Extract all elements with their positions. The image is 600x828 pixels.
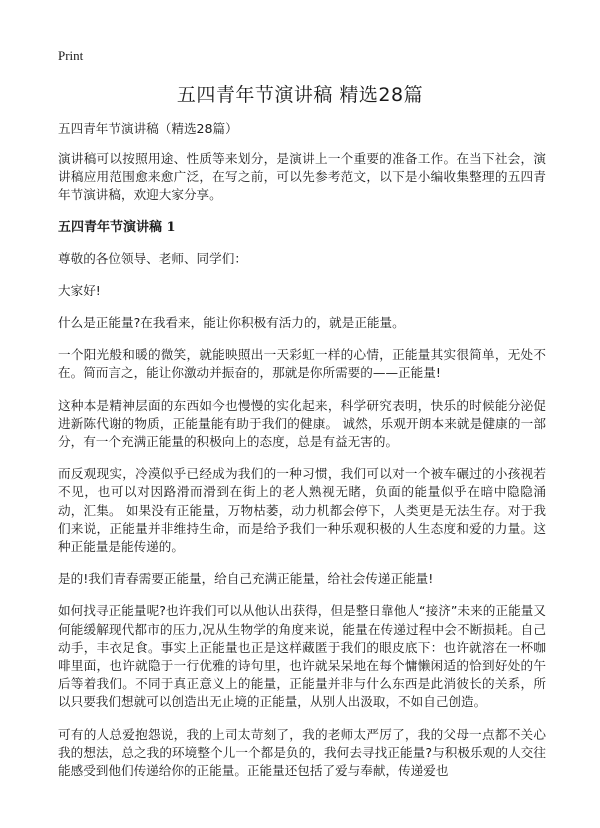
- print-link[interactable]: Print: [58, 48, 84, 63]
- paragraph: 什么是正能量?在我看来，能让你积极有活力的，就是正能量。: [58, 315, 405, 331]
- article-subtitle: 五四青年节演讲稿（精选28篇）: [58, 121, 238, 136]
- paragraph: 一个阳光般和暖的微笑，就能映照出一天彩虹一样的心情，正能量其实很简单，无处不在。简而言之，能让你激动并振奋的，那就是你所需要的——正能量!: [58, 347, 546, 381]
- paragraph: 是的!我们青春需要正能量，给自己充满正能量，给社会传递正能量!: [58, 571, 434, 587]
- paragraph: 如何找寻正能量呢?也许我们可以从他认出获得，但是整日靠他人“接济”未来的正能量又何能缓解现代都市的压力,况从生物学的角度来说，能量在传递过程中会不断损耗。自己动手，丰衣足食。事实上正能量也正是这样藏匿于我们的眼皮底下：也许就溶在一杯咖啡里面，也许就隐于一行优雅的诗句里，也许就呆呆地在每个慵懒闲适的恰到好处的午后等着我们。不同于真正意义上的能量，正能量并非与什么东西是此消彼长的关系，所以只要我们想就可以创造出无止境的正能量，从别人出汲取，不如自己创造。: [58, 603, 546, 710]
- section-heading: 五四青年节演讲稿 1: [58, 219, 176, 235]
- article-body: [58, 120, 546, 794]
- paragraph: 而反观现实，冷漠似乎已经成为我们的一种习惯，我们可以对一个被车碾过的小孩视若不见，也可以对因路滑而滑到在街上的老人熟视无睹，负面的能量似乎在暗中隐隐涌动，汇集。 如果没有正能量，万物枯萎，动力机都会停下，人类更是无法生存。对于我们来说，正能量并非维持生命，而是给予我们一种乐观积极的人生态度和爱的力量。这种正能量是能传递的。: [58, 466, 546, 555]
- paragraph: 可有的人总爱抱怨说，我的上司太苛刻了，我的老师太严厉了，我的父母一点都不关心我的想法，总之我的环境整个儿一个都是负的，我何去寻找正能量?与积极乐观的人交往能感受到他们传递给你的正能量。正能量还包括了爱与奉献，传递爱也: [58, 726, 546, 779]
- paragraph: 这种本是精神层面的东西如今也慢慢的实化起来，科学研究表明，快乐的时候能分泌促进新陈代谢的物质，正能量能有助于我们的健康。 诚然，乐观开朗本来就是健康的一部分，有一个充满正能量的积极向上的态度，总是有益无害的。: [58, 397, 546, 450]
- paragraph-salutation: 尊敬的各位领导、老师、同学们：: [58, 250, 247, 266]
- intro-paragraph: 演讲稿可以按照用途、性质等来划分，是演讲上一个重要的准备工作。在当下社会，演讲稿应用范围愈来愈广泛，在写之前，可以先参考范文，以下是小编收集整理的五四青年节演讲稿，欢迎大家分享。: [58, 151, 546, 203]
- page-title: 五四青年节演讲稿 精选28篇: [176, 84, 424, 106]
- paragraph-greeting: 大家好!: [58, 282, 101, 298]
